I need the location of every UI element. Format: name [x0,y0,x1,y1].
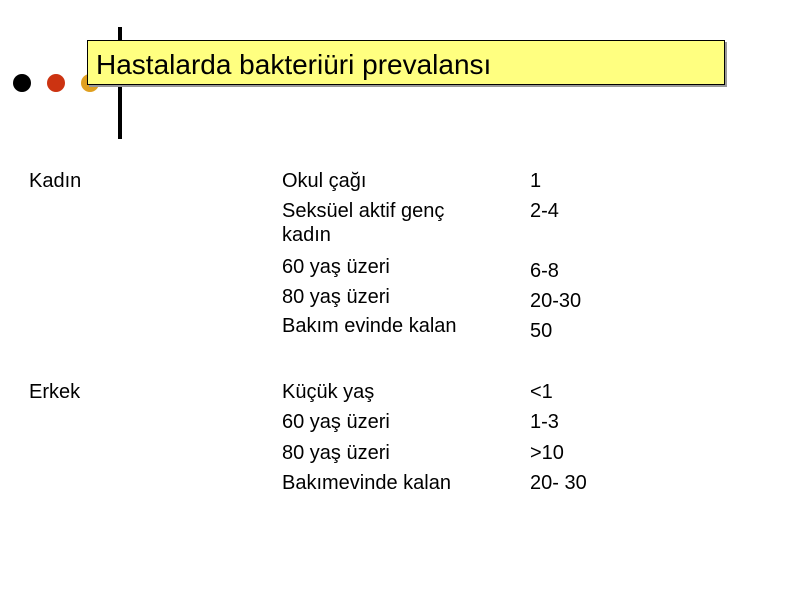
red-dot-icon [47,74,65,92]
table-row-value: 1 [530,170,542,192]
table-row-category: Bakım evinde kalan [282,315,457,337]
slide-title: Hastalarda bakteriüri prevalansı [96,49,492,80]
table-row-value: 20- 30 [530,472,587,494]
table-row-value: 1-3 [530,411,559,433]
table-row-category: Bakımevinde kalan [282,472,451,494]
table-row-value: 50 [530,320,553,342]
group-label-kadin: Kadın [29,170,82,192]
table-row-category: Okul çağı [282,170,367,192]
table-row-value: 6-8 [530,260,559,282]
table-row-value: >10 [530,442,564,464]
table-row-category: 60 yaş üzeri [282,411,390,433]
table-row-value: 20-30 [530,290,582,312]
table-row-value: 2-4 [530,200,559,222]
table-row-category: Küçük yaş [282,381,375,403]
table-row-category: Seksüel aktif genç kadın [282,200,445,246]
group-label-erkek: Erkek [29,381,81,403]
table-row-value: <1 [530,381,553,403]
table-row-category: 80 yaş üzeri [282,286,390,308]
table-row-category: 80 yaş üzeri [282,442,390,464]
table-row-category: 60 yaş üzeri [282,256,390,278]
black-dot-icon [13,74,31,92]
slide-title-box [87,40,725,85]
